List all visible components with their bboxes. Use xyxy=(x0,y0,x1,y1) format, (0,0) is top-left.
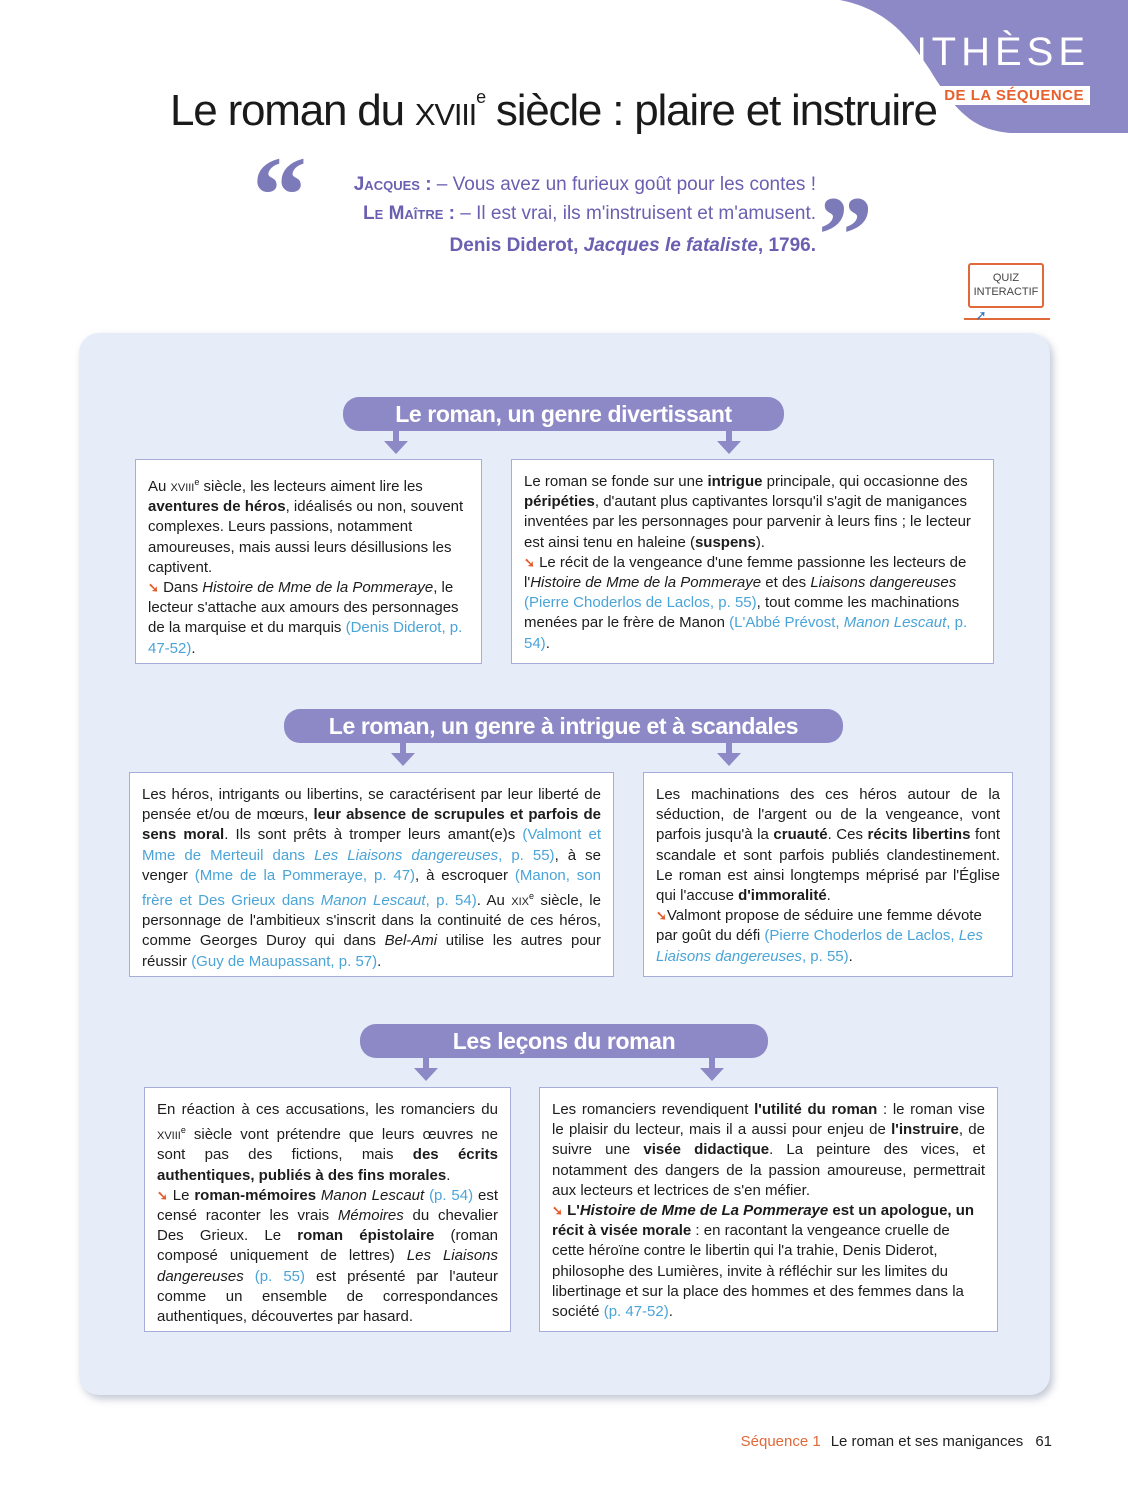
section-3-banner: Les leçons du roman xyxy=(360,1024,768,1058)
section-3-right-example: ➘ L'Histoire de Mme de La Pommeraye est un apologue, un récit à visée morale : en racontant la vengeance cruelle de cette héroïne contre le libertin qui l'a trahie, Denis Diderot, philosophe des Lumières, invite à réfléchir sur les limites du libertinage et sur la place des hommes et des femmes dans la société (p. 47-52). xyxy=(552,1202,975,1321)
red-arrow-icon: ➘ xyxy=(157,1187,168,1203)
synthesis-tag-subtitle: DE LA SÉQUENCE xyxy=(938,86,1090,105)
section-2-arrow-left-stem xyxy=(400,743,406,753)
page-reference[interactable]: (Denis Diderot, p. 47-52) xyxy=(148,619,463,657)
quiz-label-1: QUIZ xyxy=(992,272,1020,284)
section-1-arrow-right-stem xyxy=(726,431,732,441)
section-3-arrow-left-icon xyxy=(414,1068,438,1081)
section-2-right-example: ➘Valmont propose de séduire une femme dévote par goût du défi (Pierre Choderlos de Laclos, Les Liaisons dangereuses, p. 55). xyxy=(656,907,983,965)
section-3-arrow-right-icon xyxy=(700,1068,724,1081)
quote-line-2: Le Maître : – Il est vrai, ils m'instruisent et m'amusent. xyxy=(363,203,816,224)
epigraph-quote xyxy=(354,170,816,260)
page-footer xyxy=(741,1433,1052,1450)
section-1-left-example: ➘ Dans Histoire de Mme de la Pommeraye, le lecteur s'attache aux amours des personnages de la marquise et du marquis (Denis Diderot, p. 47-52). xyxy=(148,579,463,657)
quote-attribution: Denis Diderot, Jacques le fataliste, 1796. xyxy=(449,235,816,256)
section-1-left-text: Au xviii$^e$ siècle, les lecteurs aiment lire les aventures de héros, idéalisés ou non, souvent complexes. Leurs passions, notamment amoureuses, mais aussi leurs désillusions les captivent. xyxy=(148,477,464,576)
page-reference[interactable]: (Guy de Maupassant, p. 57) xyxy=(191,952,378,970)
page-reference[interactable]: (L'Abbé Prévost, Manon Lescaut, p. 54) xyxy=(524,614,968,652)
page-reference[interactable]: (Valmont et Mme de Merteuil dans Les Liaisons dangereuses, p. 55) xyxy=(142,826,601,864)
section-3-left-box xyxy=(144,1087,511,1332)
section-1-arrow-left-stem xyxy=(393,431,399,441)
section-2-banner: Le roman, un genre à intrigue et à scandales xyxy=(284,709,843,743)
section-1-right-example: ➘ Le récit de la vengeance d'une femme passionne les lecteurs de l'Histoire de Mme de la Pommeraye et des Liaisons dangereuses (Pierre Choderlos de Laclos, p. 55), tout comme les machinations menées par le frère de Manon (L'Abbé Prévost, Manon Lescaut, p. 54). xyxy=(524,553,968,652)
section-1-arrow-left-icon xyxy=(384,441,408,454)
section-2-arrow-right-icon xyxy=(717,753,741,766)
section-3-right-box xyxy=(539,1087,998,1332)
close-quote-icon: ” xyxy=(818,174,873,296)
section-3-arrow-right-stem xyxy=(709,1058,715,1068)
quote-line-1: Jacques : – Vous avez un furieux goût pour les contes ! xyxy=(353,174,816,195)
red-arrow-icon: ➘ xyxy=(524,554,535,570)
page-reference[interactable]: (Manon, son frère et Des Grieux dans Manon Lescaut, p. 54) xyxy=(142,866,601,910)
red-arrow-icon: ➘ xyxy=(148,580,159,596)
synthesis-tag-title: SYNTHÈSE xyxy=(834,30,1090,74)
open-quote-icon: “ xyxy=(252,134,307,256)
page-reference[interactable]: (p. 55) xyxy=(254,1267,306,1285)
red-arrow-icon: ➘ xyxy=(552,1203,563,1219)
section-3-left-example: ➘ Le roman-mémoires Manon Lescaut (p. 54) est censé raconter les vrais Mémoires du chevalier Des Grieux. Le roman épistolaire (roman composé uniquement de lettres) Les Liaisons dangereuses (p. 55) est présenté par l'auteur comme un ensemble de correspondances authentiques, découvertes par hasard. xyxy=(157,1186,499,1326)
page-reference[interactable]: (Pierre Choderlos de Laclos, Les Liaisons dangereuses, p. 55) xyxy=(656,927,983,965)
page-reference[interactable]: (p. 54) xyxy=(429,1186,474,1204)
page-title: Le roman du xviii$^e$ siècle : plaire et instruire xyxy=(170,86,937,135)
section-3-arrow-left-stem xyxy=(423,1058,429,1068)
section-3-right-text: Les romanciers revendiquent l'utilité du roman : le roman vise le plaisir du lecteur, mais il a aussi pour enjeu de l'instruire, de suivre une visée didactique. La peinture des vices, et notamment des dangers de la passion amoureuse, permettrait aux lecteurs et lectrices de s'en méfier. xyxy=(552,1101,986,1199)
page-reference[interactable]: (Pierre Choderlos de Laclos, p. 55) xyxy=(524,594,757,612)
page-number: 61 xyxy=(1035,1433,1052,1450)
section-2-right-text: Les machinations des ces héros autour de la séduction, de l'argent ou de la vengeance, vont parfois jusqu'à la cruauté. Ces récits libertins font scandale et sont parfois publiés clandestinement. Le roman est ainsi longtemps méprisé par l'Église qui l'accuse d'immoralité. xyxy=(656,786,1000,905)
page-reference[interactable]: (p. 47-52) xyxy=(603,1303,669,1321)
section-2-left-text: Les héros, intrigants ou libertins, se caractérisent par leur liberté de pensée et/ou de mœurs, leur absence de scrupules et parfois de sens moral. Ils sont prêts à tromper leurs amant(e)s (Valmont et Mme de Merteuil dans Les Liaisons dangereuses, p. 55), à se venger (Mme de la Pommeraye, p. 47), à escroquer (Manon, son frère et Des Grieux dans Manon Lescaut, p. 54). Au xix$^e$ siècle, le personnage de l'ambitieux s'inscrit dans la continuité de ces héros, comme Georges Duroy qui dans Bel-Ami utilise les autres pour réussir (Guy de Maupassant, p. 57). xyxy=(142,786,602,970)
quiz-interactif-button[interactable] xyxy=(968,263,1044,308)
page-reference[interactable]: (Mme de la Pommeraye, p. 47) xyxy=(194,866,416,884)
footer-sequence: Séquence 1 xyxy=(740,1433,821,1450)
footer-title: Le roman et ses manigances xyxy=(830,1433,1024,1450)
section-2-right-box xyxy=(643,772,1013,977)
quiz-label-2: INTERACTIF xyxy=(973,286,1039,298)
section-2-arrow-right-stem xyxy=(726,743,732,753)
section-1-right-text: Le roman se fonde sur une intrigue principale, qui occasionne des péripéties, d'autant plus captivantes lorsqu'il s'agit de manigances inventées par les personnages pour parvenir à leurs fins ; le lecteur est ainsi tenu en haleine (suspens). xyxy=(524,473,971,551)
section-3-left-text: En réaction à ces accusations, les romanciers du xviii$^e$ siècle vont prétendre que leurs œuvres ne sont pas des fictions, mais des écrits authentiques, publiés à des fins morales. xyxy=(157,1101,498,1184)
section-1-banner: Le roman, un genre divertissant xyxy=(343,397,784,431)
section-1-left-box xyxy=(135,459,482,664)
section-2-left-box xyxy=(129,772,614,977)
section-1-arrow-right-icon xyxy=(717,441,741,454)
section-2-arrow-left-icon xyxy=(391,753,415,766)
section-1-right-box xyxy=(511,459,994,664)
cursor-icon: ➚ xyxy=(975,307,987,323)
red-arrow-icon: ➘ xyxy=(656,908,667,924)
